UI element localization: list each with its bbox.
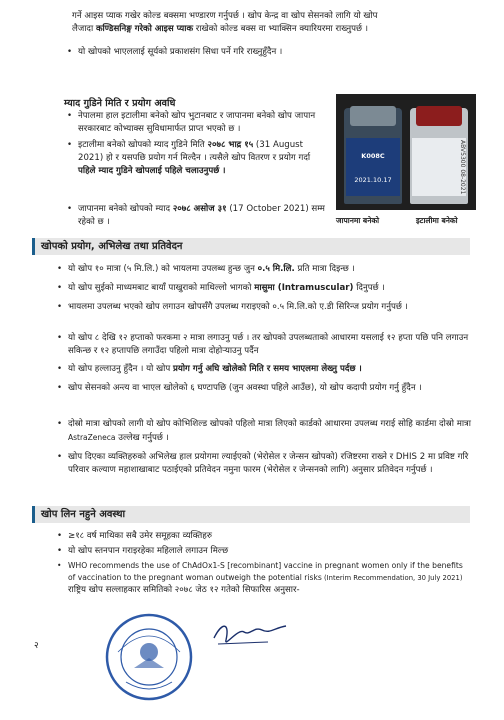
section-banner: खोप लिन नहुने अवस्था — [32, 506, 470, 523]
photo-caption-japan: जापानमा बनेको — [336, 216, 380, 225]
list-item — [57, 332, 472, 358]
bullet-text: प्रति मात्रा दिइन्छ । — [294, 264, 355, 274]
list-item — [67, 46, 470, 59]
bullet-text: WHO recommends the use of ChAdOx1-S [recombinant] vaccine in pregnant women only if the benefits of vaccination to the pregnant woman outweigh the potential risks — [68, 561, 463, 582]
bullet-bold: मासुमा (Intramuscular) — [254, 283, 354, 293]
bullet-icon: • — [57, 531, 63, 541]
government-seal-icon — [104, 612, 194, 702]
page-number: २ — [34, 641, 39, 651]
vaccine-vials-photo — [336, 94, 476, 210]
bullet-text: दोस्रो मात्रा खोपको लागी यो खोप कोभिशिल्ड खोपको पहिलो मात्रा लिएको कार्डको आधारमा उपलब्ध गराई सोहि कार्डमा दोस्रो मात्रा — [68, 419, 472, 429]
bullet-text: यो खोप हल्लाउनु हुँदैन । यो खोप — [68, 364, 173, 374]
bullet-icon: • — [57, 283, 63, 293]
list-item — [67, 203, 328, 229]
vial-lot: K008C — [361, 152, 385, 160]
section-heading: म्याद गुडिने मिति र प्रयोग अवधि — [64, 98, 176, 109]
bullet-text: खोप सेसनको अन्त्य वा भाएल खोलेको ६ घण्टापछि (जुन अवस्था पहिले आउँछ), यो खोप कदापी प्रयोग गर्नु हुँदैन । — [68, 383, 422, 393]
bullet-bold: २०७८ भाद्र १५ — [207, 140, 254, 150]
bullet-bold: ०.५ मि.लि. — [257, 264, 295, 274]
intro-bold: कण्डिसनिङ्ग गरेको आइस प्याक — [95, 24, 194, 34]
bullet-icon: • — [57, 561, 62, 570]
bullet-text: खोप दिएका व्यक्तिहरुको अभिलेख हाल प्रयोगमा ल्याईएको (भेरोसेल र जेन्सन खोपको) रजिष्टरमा राख्ने र DHIS 2 मा प्रविष्ट गरि परिवार कल्याण महाशाखाबाट पठाईएको प्रतिवेदन नमुना फारम (भेरोसेल र जेन्सनको लागि) अनुसार प्रतिवेदन गर्नुपर्छ । — [68, 452, 469, 475]
signature-icon — [208, 618, 292, 652]
intro-line: गर्ने आइस प्याक गखेर कोल्ड बक्समा भण्डारण गर्नुपर्छ । खोप केन्द्र वा खोप सेसनको लागि यो खोप — [72, 11, 378, 21]
list-item — [67, 110, 328, 136]
bullet-text: यो खोप ८ देखि १२ हप्ताको फरकमा २ मात्रा लगाउनु पर्छ । तर खोपको उपलब्धताको आधारमा यसलाई १२ हप्ता पछि पनि लगाउन सकिन्छ र १२ हप्तापछि लगाउँदा पहिलो मात्रा दोहोऱ्याउनु पर्दैन — [68, 333, 469, 356]
bullet-text: यो खोप १० मात्रा (५ मि.लि.) को भायलमा उपलब्ध हुन्छ जुन — [68, 264, 258, 274]
list-item — [57, 382, 472, 395]
list-item — [57, 418, 472, 445]
bullet-text: यो खोपको भाएललाई सूर्यको प्रकाशसंग सिधा पर्ने गरि राख्नुहुँदैन । — [78, 47, 283, 57]
list-item — [67, 139, 328, 178]
list-item — [57, 282, 472, 295]
list-item — [57, 363, 472, 376]
bullet-text: यो खोप स्तनपान गराइरहेका महिलाले लगाउन मिल्छ — [68, 546, 229, 556]
photo-caption-italy: इटालीमा बनेको — [416, 216, 458, 225]
bullet-icon: • — [57, 302, 63, 312]
bullet-text: भायलमा उपलब्ध भएको खोप लगाउन खोपसँगै उपलब्ध गराइएको ०.५ मि.लि.को ए.डी सिरिन्ज प्रयोग गर्नुपर्छ । — [68, 302, 408, 312]
bullet-text: राष्ट्रिय खोप सल्लाहकार समितिको २०७८ जेठ १२ गतेको सिफारिस अनुसार- — [68, 585, 300, 595]
list-item — [57, 545, 472, 558]
vial-italy — [410, 108, 468, 204]
vial-label: ABV5300 08-2021 — [412, 138, 466, 196]
list-item — [57, 301, 472, 314]
bullet-text: (31 August 2021) हो र यसपछि प्रयोग गर्न मिल्दैन । त्यसैले खोप वितरण र प्रयोग गर्दा — [78, 140, 311, 163]
vial-expiry: 2021.10.17 — [354, 176, 392, 184]
list-item — [57, 263, 472, 276]
bullet-icon: • — [57, 364, 63, 374]
bullet-bold: पहिले म्याद गुडिने खोपलाई पहिले चलाउनुपर्छ । — [78, 166, 226, 176]
intro-line: राखेको कोल्ड बक्स वा भ्याक्सिन क्यारियरमा राख्नुपर्छ । — [193, 24, 368, 34]
bullet-icon: • — [67, 111, 73, 121]
bullet-text: AstraZeneca — [68, 433, 116, 442]
section-banner: खोपको प्रयोग, अभिलेख तथा प्रतिवेदन — [32, 238, 470, 255]
vial-japan — [344, 108, 402, 204]
bullet-icon: • — [67, 204, 73, 214]
list-item — [57, 560, 472, 596]
vial-cap — [350, 106, 396, 126]
intro-line: लैजादा — [72, 24, 96, 34]
bullet-bold: प्रयोग गर्नु अघि खोलेको मिति र समय भाएलमा लेख्नु पर्दछ । — [172, 364, 362, 374]
list-item — [57, 451, 472, 477]
bullet-text: (17 October 2021) सम्म रहेको छ । — [78, 204, 325, 227]
bullet-bold: २०७८ असोज ३१ — [172, 204, 227, 214]
bullet-text: ≥१८ वर्ष माथिका सबै उमेर समूहका व्यक्तिहरु — [68, 531, 212, 541]
bullet-text: नेपालमा हाल इटालीमा बनेको खोप भुटानबाट र जापानमा बनेको खोप जापान सरकारबाट कोभ्याक्स सुविधामार्फत प्राप्त भएको छ । — [78, 111, 316, 134]
list-item — [57, 530, 472, 543]
bullet-icon: • — [67, 140, 73, 150]
bullet-icon: • — [67, 47, 73, 57]
bullet-icon: • — [57, 452, 63, 462]
bullet-icon: • — [57, 383, 63, 393]
bullet-icon: • — [57, 419, 63, 429]
bullet-text: (Interim Recommendation, 30 July 2021) — [321, 574, 463, 582]
bullet-icon: • — [57, 264, 63, 274]
vial-label — [346, 138, 400, 196]
bullet-text: उल्लेख गर्नुपर्छ । — [115, 433, 169, 443]
vial-cap — [416, 106, 462, 126]
bullet-icon: • — [57, 546, 63, 556]
bullet-text: दिनुपर्छ । — [353, 283, 385, 293]
bullet-icon: • — [57, 333, 63, 343]
bullet-text: यो खोप सुईको माध्यमबाट बायाँ पाखुराको माथिल्लो भागको — [68, 283, 255, 293]
bullet-text: इटालीमा बनेको खोपको म्याद गुडिने मिति — [78, 140, 208, 150]
bullet-text: जापानमा बनेको खोपको म्याद — [78, 204, 173, 214]
intro-paragraph — [72, 10, 472, 36]
